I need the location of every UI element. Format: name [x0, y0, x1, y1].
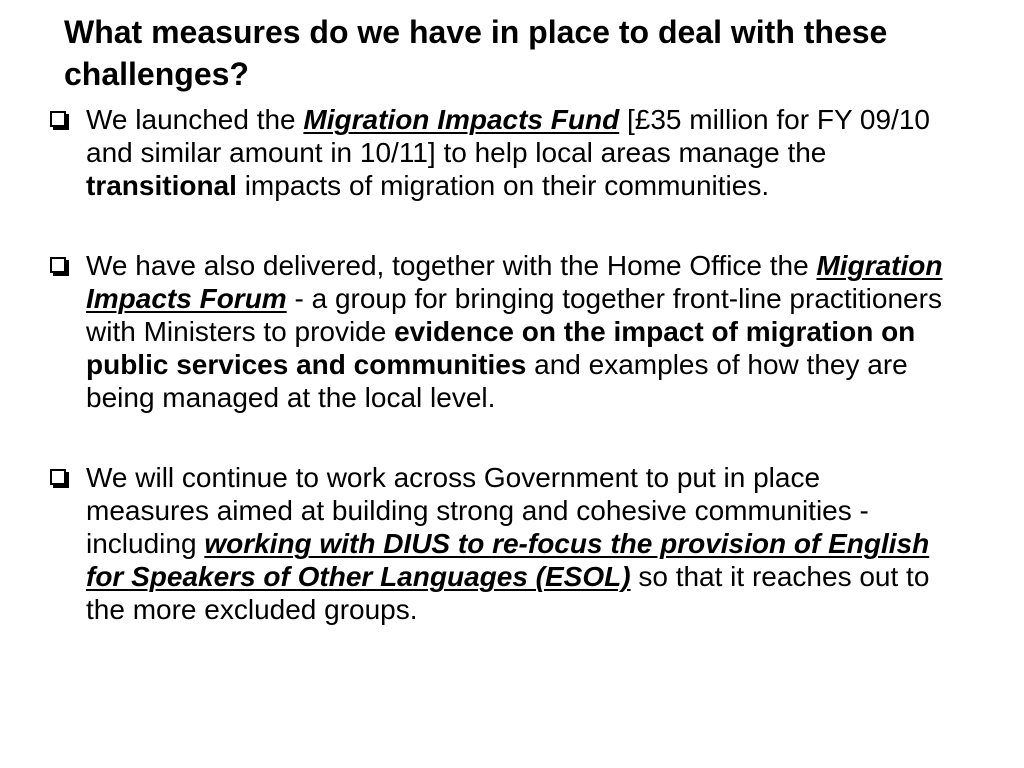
checkbox-bullet-icon: [50, 111, 66, 127]
emphasized-phrase: Migration Impacts Forum: [86, 250, 943, 314]
text-run: We will continue to work across Government to put in place measures aimed at building strong and cohesive communities - including: [86, 462, 869, 559]
text-run: so that it reaches out to the more excluded groups.: [86, 561, 930, 625]
bold-phrase: transitional: [86, 170, 237, 201]
checkbox-bullet-icon: [50, 469, 66, 485]
slide-title: What measures do we have in place to deal with these challenges?: [64, 14, 888, 92]
bullet-text: [86, 250, 942, 413]
text-run: [£35 million for FY 09/10 and similar amount in 10/11] to help local areas manage the: [86, 104, 930, 168]
bullet-list: [50, 103, 945, 626]
checkbox-bullet-icon: [50, 257, 66, 273]
bullet-item: [50, 249, 945, 414]
bullet-item: [50, 461, 945, 626]
text-run: We launched the: [86, 104, 304, 135]
bullet-text: [86, 462, 929, 625]
text-run: impacts of migration on their communities.: [236, 170, 770, 201]
emphasized-phrase: Migration Impacts Fund: [303, 104, 620, 135]
emphasized-phrase: working with DIUS to re-focus the provision of English for Speakers of Other Languages (ESOL): [86, 528, 930, 592]
text-run: and examples of how they are being managed at the local level.: [86, 349, 908, 413]
text-run: We have also delivered, together with the Home Office the: [86, 250, 817, 281]
bullet-text: [86, 104, 930, 201]
bullet-item: [50, 103, 945, 202]
text-run: - a group for bringing together front-line practitioners with Ministers to provide: [86, 283, 942, 347]
bold-phrase: evidence on the impact of migration on public services and communities: [86, 316, 916, 380]
